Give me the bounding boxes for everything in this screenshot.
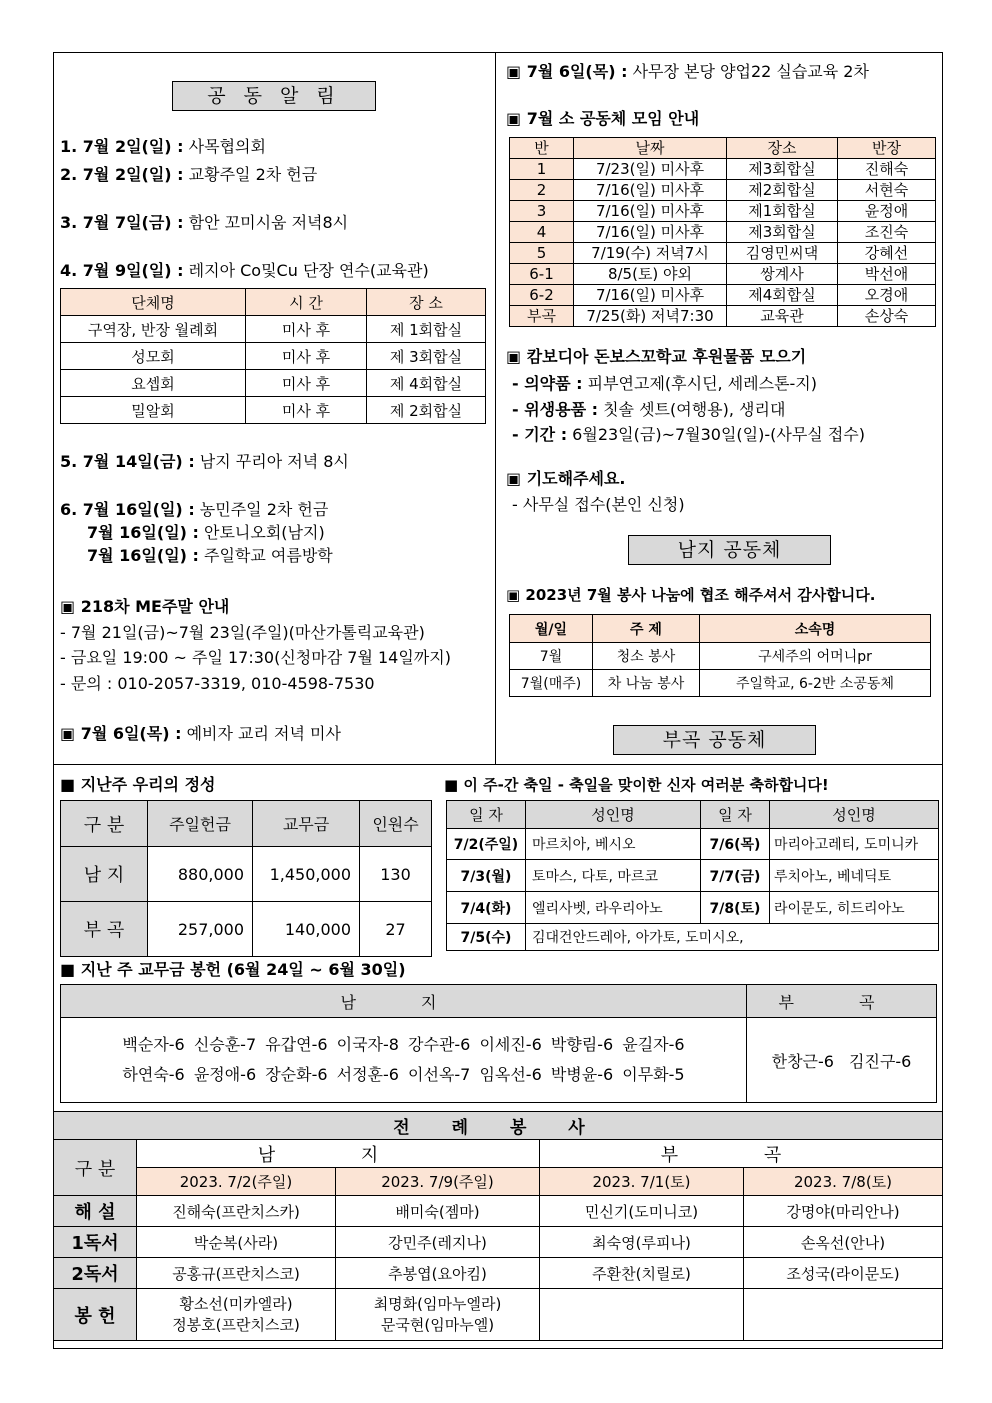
group-table: 단체명 시 간 장 소 구역장, 반장 월례회 미사 후 제 1회합실 성모회 미사 후 제 3회합실 요셉회 미사 후 제 4회합실 밀알회 미사 후 제 2회합실 [60, 288, 486, 424]
notice-6b: 7월 16일(일) : 안토니오회(남지) [87, 523, 325, 542]
notice-5: 5. 7월 14일(금) : 남지 꾸리아 저녁 8시 [60, 452, 349, 471]
table-row: 구역장, 반장 월례회 미사 후 제 1회합실 [61, 316, 486, 343]
table-row: 4 7/16(일) 미사후 제3회합실 조진숙 [510, 222, 936, 243]
table-row: 부 곡 257,000 140,000 27 [61, 902, 432, 957]
notice-3: 3. 7월 7일(금) : 함안 꼬미시움 저녁8시 [60, 213, 349, 232]
cambodia-line-3: - 기간 : 6월23일(금)~7월30일(일)-(사무실 접수) [512, 425, 865, 444]
thanks-text: ▣ 2023년 7월 봉사 나눔에 협조 해주셔서 감사합니다. [506, 586, 876, 604]
notice-4: 4. 7월 9일(일) : 레지아 Co및Cu 단장 연수(교육관) [60, 261, 429, 280]
table-row: 백순자-6 신승훈-7 유갑연-6 이국자-8 강수관-6 이세진-6 박향림-6 윤길자-6 하연숙-6 윤정애-6 장순화-6 서정훈-6 이선옥-7 임옥선-6 박병윤-6 이무화-5 한창근-6 김진구-6 [61, 1018, 937, 1103]
cambodia-title: ▣ 캄보디아 돈보스꼬학교 후원물품 모으기 [506, 347, 807, 366]
table-row: 5 7/19(수) 저녁7시 김영민씨댁 강혜선 [510, 243, 936, 264]
feast-title: ■ 이 주-간 축일 - 축일을 맞이한 신자 여러분 축하합니다! [444, 776, 829, 794]
table-row: 1독서 박순복(사라) 강민주(레지나) 최숙영(루피나) 손옥선(안나) [54, 1227, 943, 1258]
table-row: 7/3(월) 토마스, 다토, 마르코 7/7(금) 루치아노, 베네딕토 [447, 860, 939, 892]
prayer-line: - 사무실 접수(본인 신청) [512, 495, 685, 514]
table-row: 1 7/23(일) 미사후 제3회합실 진해숙 [510, 159, 936, 180]
bugok-community-title: 부곡 공동체 [613, 725, 816, 755]
table-row: 7/5(수) 김대건안드레아, 아가토, 도미시오, [447, 924, 939, 951]
namji-community-title: 남지 공동체 [628, 535, 831, 565]
table-row: 3 7/16(일) 미사후 제1회합실 윤정애 [510, 201, 936, 222]
me-title: ▣ 218차 ME주말 안내 [60, 597, 230, 616]
me-line-2: - 금요일 19:00 ~ 주일 17:30(신청마감 7월 14일까지) [60, 648, 451, 667]
table-row: 7/2(주일) 마르치아, 베시오 7/6(목) 마리아고레티, 도미니카 [447, 829, 939, 860]
small-community-table: 반 날짜 장소 반장 1 7/23(일) 미사후 제3회합실 진해숙 2 7/16(일) 미사후 제2회합실 서현숙 3 7/16(일) 미사후 제1회합실 윤정애 4 7/16(일) 미사후 제3회합실 조진숙 5 7/19(수) 저녁7시 김영민씨댁 강혜선 6-1 8/5(토) 야외 쌍계사 박선애 6-2 7/16(일) 미사후 제4회합실 오경애 부곡 7/25(화) 저녁7:30 교육관 손상숙 [509, 137, 936, 327]
tithe-title: ■ 지난 주 교무금 봉헌 (6월 24일 ~ 6월 30일) [60, 960, 406, 979]
table-row: 6-2 7/16(일) 미사후 제4회합실 오경애 [510, 285, 936, 306]
tithe-table: 남 지 부 곡 백순자-6 신승훈-7 유갑연-6 이국자-8 강수관-6 이세진-6 박향림-6 윤길자-6 하연숙-6 윤정애-6 장순화-6 서정훈-6 이선옥-7 임옥선-6 박병윤-6 이무화-5 한창근-6 김진구-6 [60, 984, 937, 1103]
table-row: 7월(매주) 차 나눔 봉사 주일학교, 6-2반 소공동체 [510, 670, 931, 697]
table-row: 6-1 8/5(토) 야외 쌍계사 박선애 [510, 264, 936, 285]
feast-table: 일 자 성인명 일 자 성인명 7/2(주일) 마르치아, 베시오 7/6(목) 마리아고레티, 도미니카 7/3(월) 토마스, 다토, 마르코 7/7(금) 루치아노, 베네딕토 7/4(화) 엘리사벳, 라우리아노 7/8(토) 라이문도, 히드리아노 7/5(수) 김대건안드레아, 아가토, 도미시오, [446, 800, 939, 951]
cambodia-line-1: - 의약품 : 피부연고제(후시딘, 세레스톤-지) [512, 374, 818, 393]
offering-table: 구 분 주일헌금 교무금 인원수 남 지 880,000 1,450,000 130 부 곡 257,000 140,000 27 [60, 800, 432, 957]
table-row: 7/4(화) 엘리사벳, 라우리아노 7/8(토) 라이문도, 히드리아노 [447, 892, 939, 924]
table-row: 성모회 미사 후 제 3회합실 [61, 343, 486, 370]
notice-6c: 7월 16일(일) : 주일학교 여름방학 [87, 546, 333, 565]
notice-1: 1. 7월 2일(일) : 사목협의회 [60, 137, 266, 156]
right-top-notice: ▣ 7월 6일(목) : 사무장 본당 양업22 실습교육 2차 [506, 62, 869, 81]
table-row: 부곡 7/25(화) 저녁7:30 교육관 손상숙 [510, 306, 936, 327]
notice-2: 2. 7월 2일(일) : 교황주일 2차 헌금 [60, 165, 318, 184]
column-divider [495, 52, 496, 764]
table-row: 해 설 진해숙(프란치스카) 배미숙(젬마) 민신기(도미니코) 강명야(마리안나) [54, 1196, 943, 1227]
notice-catechumen: ▣ 7월 6일(목) : 예비자 교리 저녁 미사 [60, 724, 341, 743]
table-row: 남 지 880,000 1,450,000 130 [61, 847, 432, 902]
me-line-3: - 문의 : 010-2057-3319, 010-4598-7530 [60, 674, 375, 693]
prayer-title: ▣ 기도해주세요. [506, 469, 626, 488]
me-line-1: - 7월 21일(금)~7월 23일(주일)(마산가톨릭교육관) [60, 623, 425, 642]
liturgy-table: 전 례 봉 사 구 분 남 지 부 곡 2023. 7/2(주일) 2023. 7/9(주일) 2023. 7/1(토) 2023. 7/8(토) 해 설 진해숙(프란치스카) 배미숙(젬마) 민신기(도미니코) 강명야(마리안나) 1독서 박순복(사라) 강민주(레지나) 최숙영(루피나) 손옥선(안나) 2독서 공홍규(프란치스코) 추봉엽(요아킴) 주환찬(치릴로) 조성국(라이문도) 봉 헌 황소선(미카엘라) 정봉호(프란치스코) 최명화(임마누엘라) 문국현(임마누엘) [53, 1111, 943, 1341]
announcements-title: 공 동 알 림 [172, 81, 376, 111]
notice-6: 6. 7월 16일(일) : 농민주일 2차 헌금 [60, 500, 329, 519]
table-row: 2 7/16(일) 미사후 제2회합실 서현숙 [510, 180, 936, 201]
table-row: 2독서 공홍규(프란치스코) 추봉엽(요아킴) 주환찬(치릴로) 조성국(라이문도) [54, 1258, 943, 1289]
table-row: 7월 청소 봉사 구세주의 어머니pr [510, 643, 931, 670]
table-row: 봉 헌 황소선(미카엘라) 정봉호(프란치스코) 최명화(임마누엘라) 문국현(임마누엘) [54, 1289, 943, 1341]
offering-title: ■ 지난주 우리의 정성 [60, 775, 216, 794]
table-row: 밀알회 미사 후 제 2회합실 [61, 397, 486, 424]
section-divider [53, 764, 943, 765]
table-row: 요셉회 미사 후 제 4회합실 [61, 370, 486, 397]
service-table: 월/일 주 제 소속명 7월 청소 봉사 구세주의 어머니pr 7월(매주) 차 나눔 봉사 주일학교, 6-2반 소공동체 [509, 614, 931, 697]
small-community-title: ▣ 7월 소 공동체 모임 안내 [506, 109, 700, 128]
cambodia-line-2: - 위생용품 : 칫솔 셋트(여행용), 생리대 [512, 400, 786, 419]
